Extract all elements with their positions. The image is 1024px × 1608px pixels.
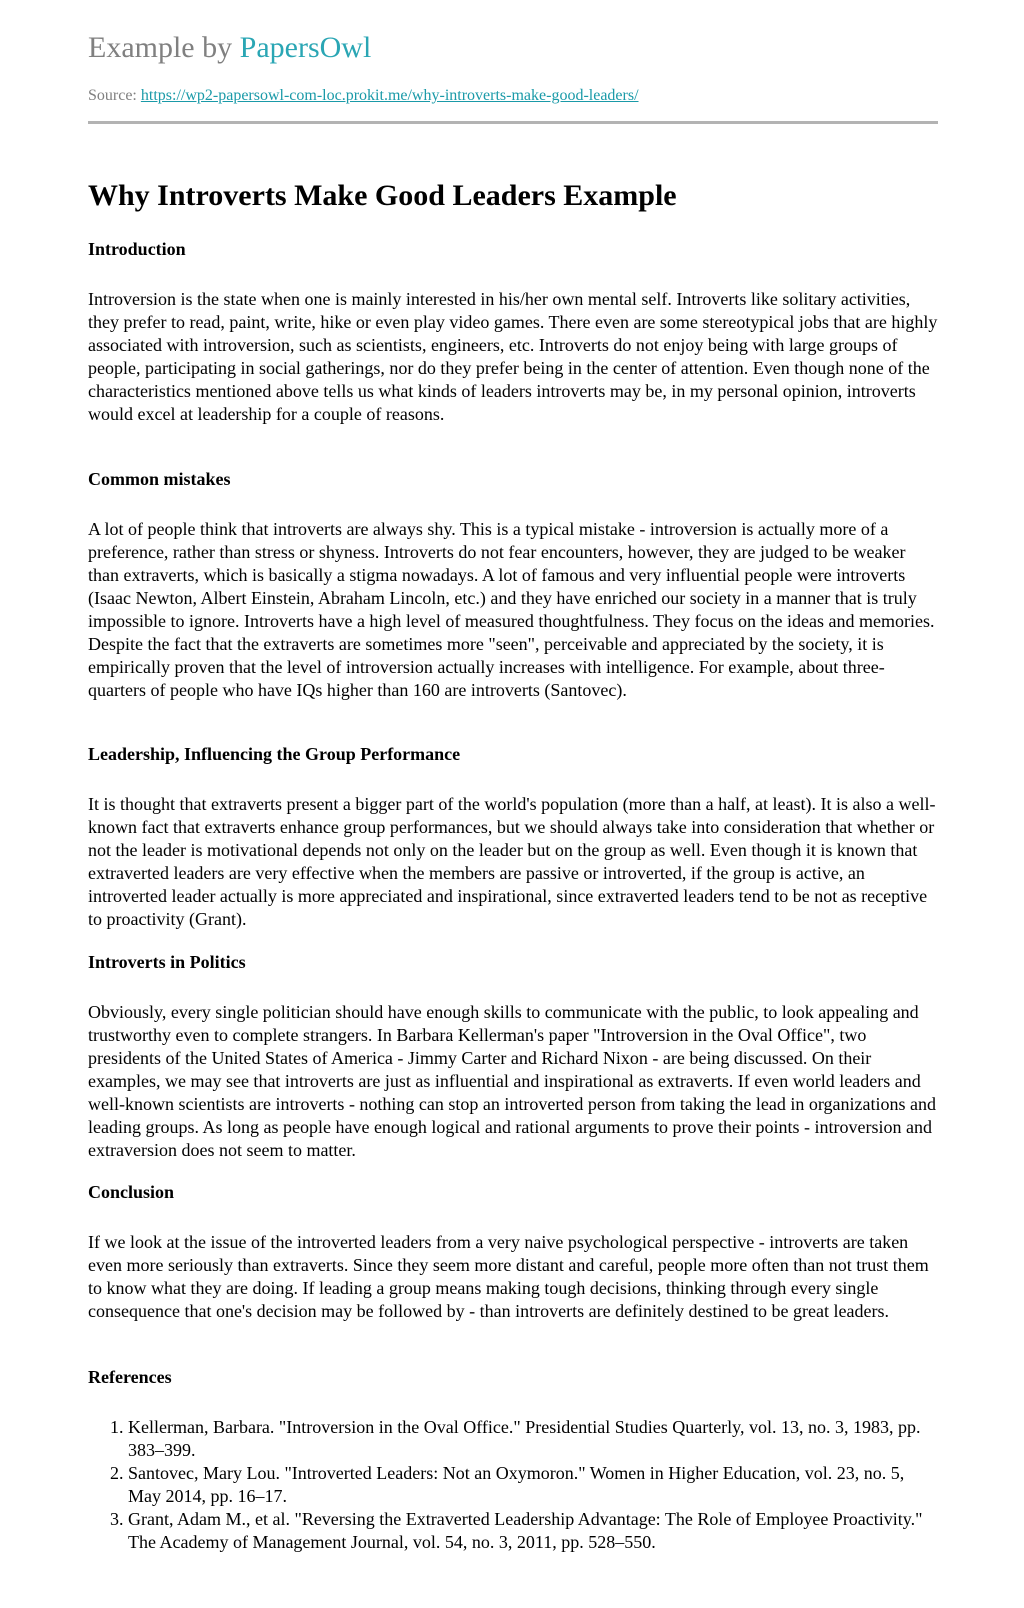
section-common-mistakes bbox=[88, 468, 938, 702]
section-heading: Conclusion bbox=[88, 1182, 175, 1202]
section-heading: Common mistakes bbox=[88, 469, 231, 489]
header-divider bbox=[88, 121, 938, 124]
page-title: Why Introverts Make Good Leaders Example bbox=[88, 179, 677, 212]
brand-header bbox=[88, 28, 371, 68]
source-label: Source: bbox=[88, 87, 141, 104]
brand-prefix: Example by bbox=[88, 31, 240, 64]
section-body: If we look at the issue of the introverted leaders from a very naive psychological perspective - introverts are taken even more seriously than extraverts. Since they seem more distant and careful, people more often than not trust them to know what they are doing. If leading a group means making tough decisions, thinking through every single consequence that one's decision may be followed by - than introverts are definitely destined to be great leaders. bbox=[88, 1232, 929, 1321]
section-heading: Introverts in Politics bbox=[88, 952, 246, 972]
section-heading: Introduction bbox=[88, 239, 186, 259]
section-references bbox=[88, 1366, 938, 1554]
section-body: A lot of people think that introverts are always shy. This is a typical mistake - introversion is actually more of a preference, rather than stress or shyness. Introverts do not fear encounters, however, they are judged to be weaker than extraverts, which is basically a stigma nowadays. A lot of famous and very influential people were introverts (Isaac Newton, Albert Einstein, Abraham Lincoln, etc.) and they have enriched our society in a manner that is truly impossible to ignore. Introverts have a high level of measured thoughtfulness. They focus on the ideas and memories. Despite the fact that the extraverts are sometimes more "seen", perceivable and appreciated by the society, it is empirically proven that the level of introversion actually increases with intelligence. For example, about three-quarters of people who have IQs higher than 160 are introverts (Santovec). bbox=[88, 519, 935, 700]
section-introduction bbox=[88, 238, 938, 426]
references-heading: References bbox=[88, 1367, 172, 1387]
source-line bbox=[88, 86, 639, 106]
brand-name[interactable]: PapersOwl bbox=[239, 31, 372, 64]
source-link[interactable]: https://wp2-papersowl-com-loc.prokit.me/why-introverts-make-good-leaders/ bbox=[140, 87, 639, 104]
section-heading: Leadership, Influencing the Group Performance bbox=[88, 744, 461, 764]
section-body: Introversion is the state when one is mainly interested in his/her own mental self. Introverts like solitary activities, they prefer to read, paint, write, hike or even play video games. There even are some stereotypical jobs that are highly associated with introversion, such as scientists, engineers, etc. Introverts do not enjoy being with large groups of people, participating in social gatherings, nor do they prefer being in the center of attention. Even though none of the characteristics mentioned above tells us what kinds of leaders introverts may be, in my personal opinion, introverts would excel at leadership for a couple of reasons. bbox=[88, 289, 938, 424]
section-body: It is thought that extraverts present a bigger part of the world's population (more than a half, at least). It is also a well-known fact that extraverts enhance group performances, but we should always take into consideration that whether or not the leader is motivational depends not only on the leader but on the group as well. Even though it is known that extraverted leaders are very effective when the members are passive or introverted, if the group is active, an introverted leader actually is more appreciated and inspirational, since extraverted leaders tend to be not as receptive to proactivity (Grant). bbox=[88, 794, 936, 929]
reference-item: 3. Grant, Adam M., et al. "Reversing the Extraverted Leadership Advantage: The Role of Employee Proactivity." The Academy of Management Journal, vol. 54, no. 3, 2011, pp. 528–550. bbox=[128, 1508, 938, 1554]
section-leadership bbox=[88, 743, 938, 931]
section-conclusion bbox=[88, 1181, 938, 1323]
reference-item: 2. Santovec, Mary Lou. "Introverted Leaders: Not an Oxymoron." Women in Higher Education, vol. 23, no. 5, May 2014, pp. 16–17. bbox=[128, 1462, 938, 1508]
section-body: Obviously, every single politician should have enough skills to communicate with the public, to look appealing and trustworthy even to complete strangers. In Barbara Kellerman's paper "Introversion in the Oval Office", two presidents of the United States of America - Jimmy Carter and Richard Nixon - are being discussed. On their examples, we may see that introverts are just as influential and inspirational as extraverts. If even world leaders and well-known scientists are introverts - nothing can stop an introverted person from taking the lead in organizations and leading groups. As long as people have enough logical and rational arguments to prove their points - introversion and extraversion does not seem to matter. bbox=[88, 1002, 936, 1160]
reference-item: 1. Kellerman, Barbara. "Introversion in the Oval Office." Presidential Studies Quarterly, vol. 13, no. 3, 1983, pp. 383–399. bbox=[128, 1416, 938, 1462]
section-introverts-in-politics bbox=[88, 951, 938, 1162]
references-list bbox=[88, 1416, 938, 1554]
